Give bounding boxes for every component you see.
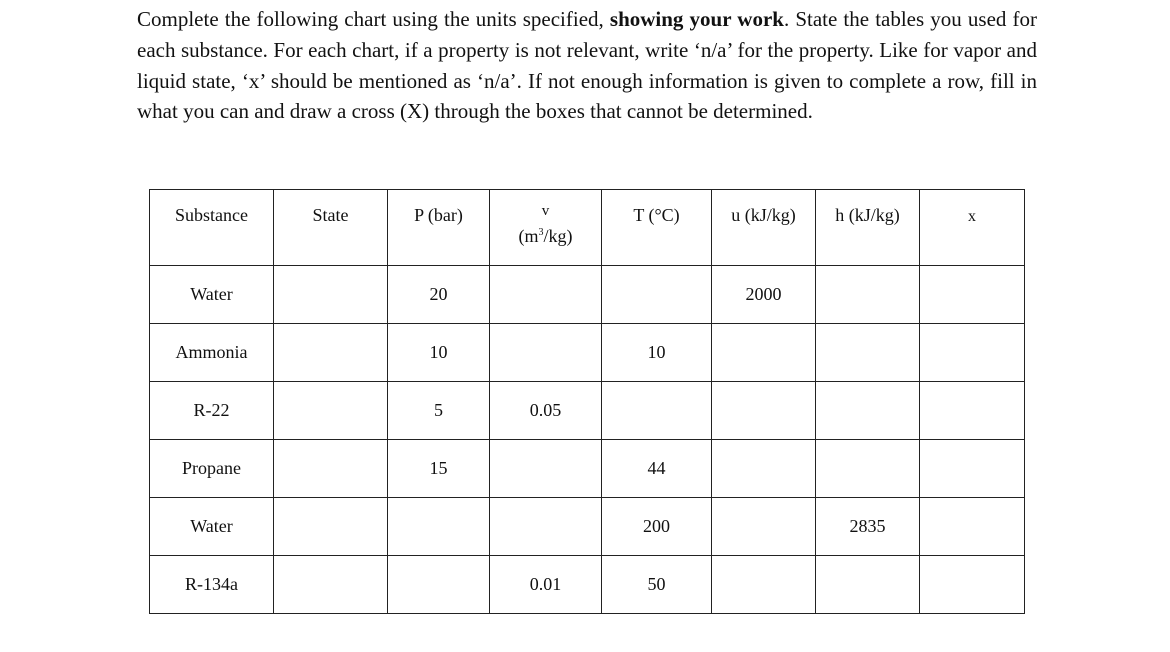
header-volume <box>490 190 602 266</box>
cell-quality[interactable] <box>920 382 1025 440</box>
instructions-paragraph <box>137 4 1037 127</box>
cell-internal-energy[interactable] <box>712 382 816 440</box>
cell-pressure[interactable] <box>388 498 490 556</box>
cell-volume[interactable]: 0.05 <box>490 382 602 440</box>
cell-state[interactable] <box>274 324 388 382</box>
cell-volume[interactable] <box>490 440 602 498</box>
cell-substance: Water <box>150 266 274 324</box>
cell-substance: Ammonia <box>150 324 274 382</box>
header-temperature: T (°C) <box>602 190 712 266</box>
property-chart-table <box>149 189 1025 614</box>
header-volume-symbol: v <box>541 202 550 219</box>
cell-pressure[interactable]: 15 <box>388 440 490 498</box>
cell-internal-energy[interactable]: 2000 <box>712 266 816 324</box>
cell-quality[interactable] <box>920 498 1025 556</box>
cell-state[interactable] <box>274 266 388 324</box>
cell-pressure[interactable]: 20 <box>388 266 490 324</box>
cell-state[interactable] <box>274 440 388 498</box>
header-state: State <box>274 190 388 266</box>
cell-temperature[interactable]: 200 <box>602 498 712 556</box>
cell-temperature[interactable] <box>602 382 712 440</box>
cell-pressure[interactable]: 10 <box>388 324 490 382</box>
cell-enthalpy[interactable] <box>816 556 920 614</box>
cell-quality[interactable] <box>920 324 1025 382</box>
instructions-text-2: . State the tables you used for each substance. For each chart, if a property is not relevant, write ‘n/a’ for the property. Like for vapor and liquid state, ‘x’ should be mentioned as ‘n/a’. If not enough information is given to complete a row, fill in what you can and draw a cross (X) through the boxes that cannot be determined. <box>137 7 1037 124</box>
header-volume-unit: $(m^3/kg)$ <box>518 225 573 246</box>
cell-pressure[interactable] <box>388 556 490 614</box>
instructions-text-1: Complete the following chart using the units specified, <box>137 7 610 31</box>
instructions-bold-text: showing your work <box>609 7 784 31</box>
cell-internal-energy[interactable] <box>712 324 816 382</box>
cell-substance: Water <box>150 498 274 556</box>
cell-enthalpy[interactable] <box>816 324 920 382</box>
cell-internal-energy[interactable] <box>712 556 816 614</box>
header-substance: Substance <box>150 190 274 266</box>
cell-volume[interactable] <box>490 266 602 324</box>
header-quality: x <box>920 190 1025 266</box>
cell-temperature[interactable] <box>602 266 712 324</box>
cell-enthalpy[interactable] <box>816 382 920 440</box>
cell-pressure[interactable]: 5 <box>388 382 490 440</box>
cell-temperature[interactable]: 50 <box>602 556 712 614</box>
cell-substance: Propane <box>150 440 274 498</box>
cell-state[interactable] <box>274 556 388 614</box>
table-row <box>150 382 1025 440</box>
header-internal-energy: u (kJ/kg) <box>712 190 816 266</box>
cell-state[interactable] <box>274 498 388 556</box>
header-pressure: P (bar) <box>388 190 490 266</box>
header-row <box>150 190 1025 266</box>
cell-temperature[interactable]: 44 <box>602 440 712 498</box>
table-row <box>150 498 1025 556</box>
cell-enthalpy[interactable]: 2835 <box>816 498 920 556</box>
cell-substance: R-22 <box>150 382 274 440</box>
cell-enthalpy[interactable] <box>816 266 920 324</box>
cell-temperature[interactable]: 10 <box>602 324 712 382</box>
cell-internal-energy[interactable] <box>712 498 816 556</box>
cell-volume[interactable] <box>490 498 602 556</box>
cell-substance: R-134a <box>150 556 274 614</box>
cell-quality[interactable] <box>920 440 1025 498</box>
cell-quality[interactable] <box>920 556 1025 614</box>
table-row <box>150 324 1025 382</box>
cell-enthalpy[interactable] <box>816 440 920 498</box>
cell-internal-energy[interactable] <box>712 440 816 498</box>
cell-quality[interactable] <box>920 266 1025 324</box>
table-row <box>150 556 1025 614</box>
header-enthalpy: h (kJ/kg) <box>816 190 920 266</box>
cell-volume[interactable] <box>490 324 602 382</box>
table-row <box>150 266 1025 324</box>
cell-volume[interactable]: 0.01 <box>490 556 602 614</box>
cell-state[interactable] <box>274 382 388 440</box>
table-row <box>150 440 1025 498</box>
